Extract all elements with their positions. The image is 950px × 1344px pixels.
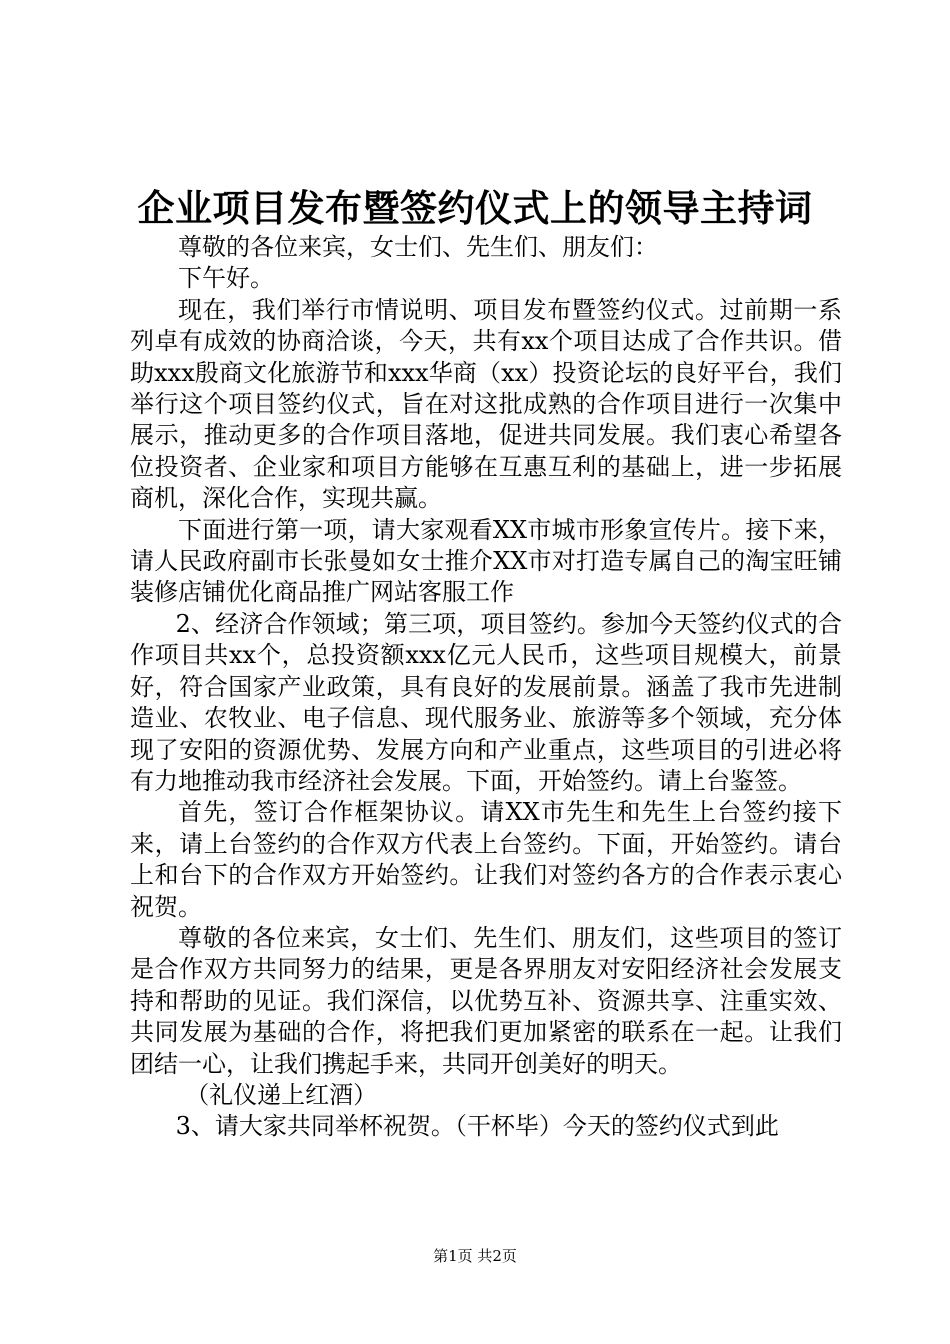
paragraph-signing-item: 2、经济合作领域；第三项，项目签约。参加今天签约仪式的合作项目共xx个，总投资额xxx亿元人民币，这些项目规模大，前景好，符合国家产业政策，具有良好的发展前景。涵盖了我市先进制造业、农牧业、电子信息、现代服务业、旅游等多个领域，充分体现了安阳的资源优势、发展方向和产业重点，这些项目的引进必将有力地推动我市经济社会发展。下面，开始签约。请上台鉴签。 [130, 609, 842, 795]
paragraph-framework-agreement: 首先，签订合作框架协议。请XX市先生和先生上台签约接下来，请上台签约的合作双方代表上台签约。下面，开始签约。请台上和台下的合作双方开始签约。让我们对签约各方的合作表示衷心祝贺。 [130, 798, 842, 921]
paragraph-first-item: 下面进行第一项，请大家观看XX市城市形象宣传片。接下来，请人民政府副市长张曼如女士推介XX市对打造专属自己的淘宝旺铺装修店铺优化商品推广网站客服工作 [130, 515, 842, 607]
document-title: 企业项目发布暨签约仪式上的领导主持词 [137, 186, 813, 230]
paragraph-good-afternoon: 下午好。 [178, 264, 274, 293]
document-body [130, 232, 842, 1143]
paragraph-closing-remarks: 尊敬的各位来宾，女士们、先生们、朋友们，这些项目的签订是合作双方共同努力的结果，更是各界朋友对安阳经济社会发展支持和帮助的见证。我们深信，以优势互补、资源共享、注重实效、共同发展为基础的合作，将把我们更加紧密的联系在一起。让我们团结一心，让我们携起手来，共同开创美好的明天。 [130, 923, 842, 1078]
paragraph-greeting: 尊敬的各位来宾，女士们、先生们、朋友们： [178, 233, 658, 261]
paragraph-opening: 现在，我们举行市情说明、项目发布暨签约仪式。过前期一系列卓有成效的协商洽谈，今天，共有xx个项目达成了合作共识。借助xxx殷商文化旅游节和xxx华商（xx）投资论坛的良好平台，我们举行这个项目签约仪式，旨在对这批成熟的合作项目进行一次集中展示，推动更多的合作项目落地，促进共同发展。我们衷心希望各位投资者、企业家和项目方能够在互惠互利的基础上，进一步拓展商机，深化合作，实现共赢。 [130, 295, 842, 513]
paragraph-toast: 3、请大家共同举杯祝贺。（干杯毕）今天的签约仪式到此 [175, 1112, 779, 1141]
page-number-footer: 第1页 共2页 [433, 1247, 517, 1265]
paragraph-stage-direction: （礼仪递上红酒） [185, 1080, 378, 1109]
